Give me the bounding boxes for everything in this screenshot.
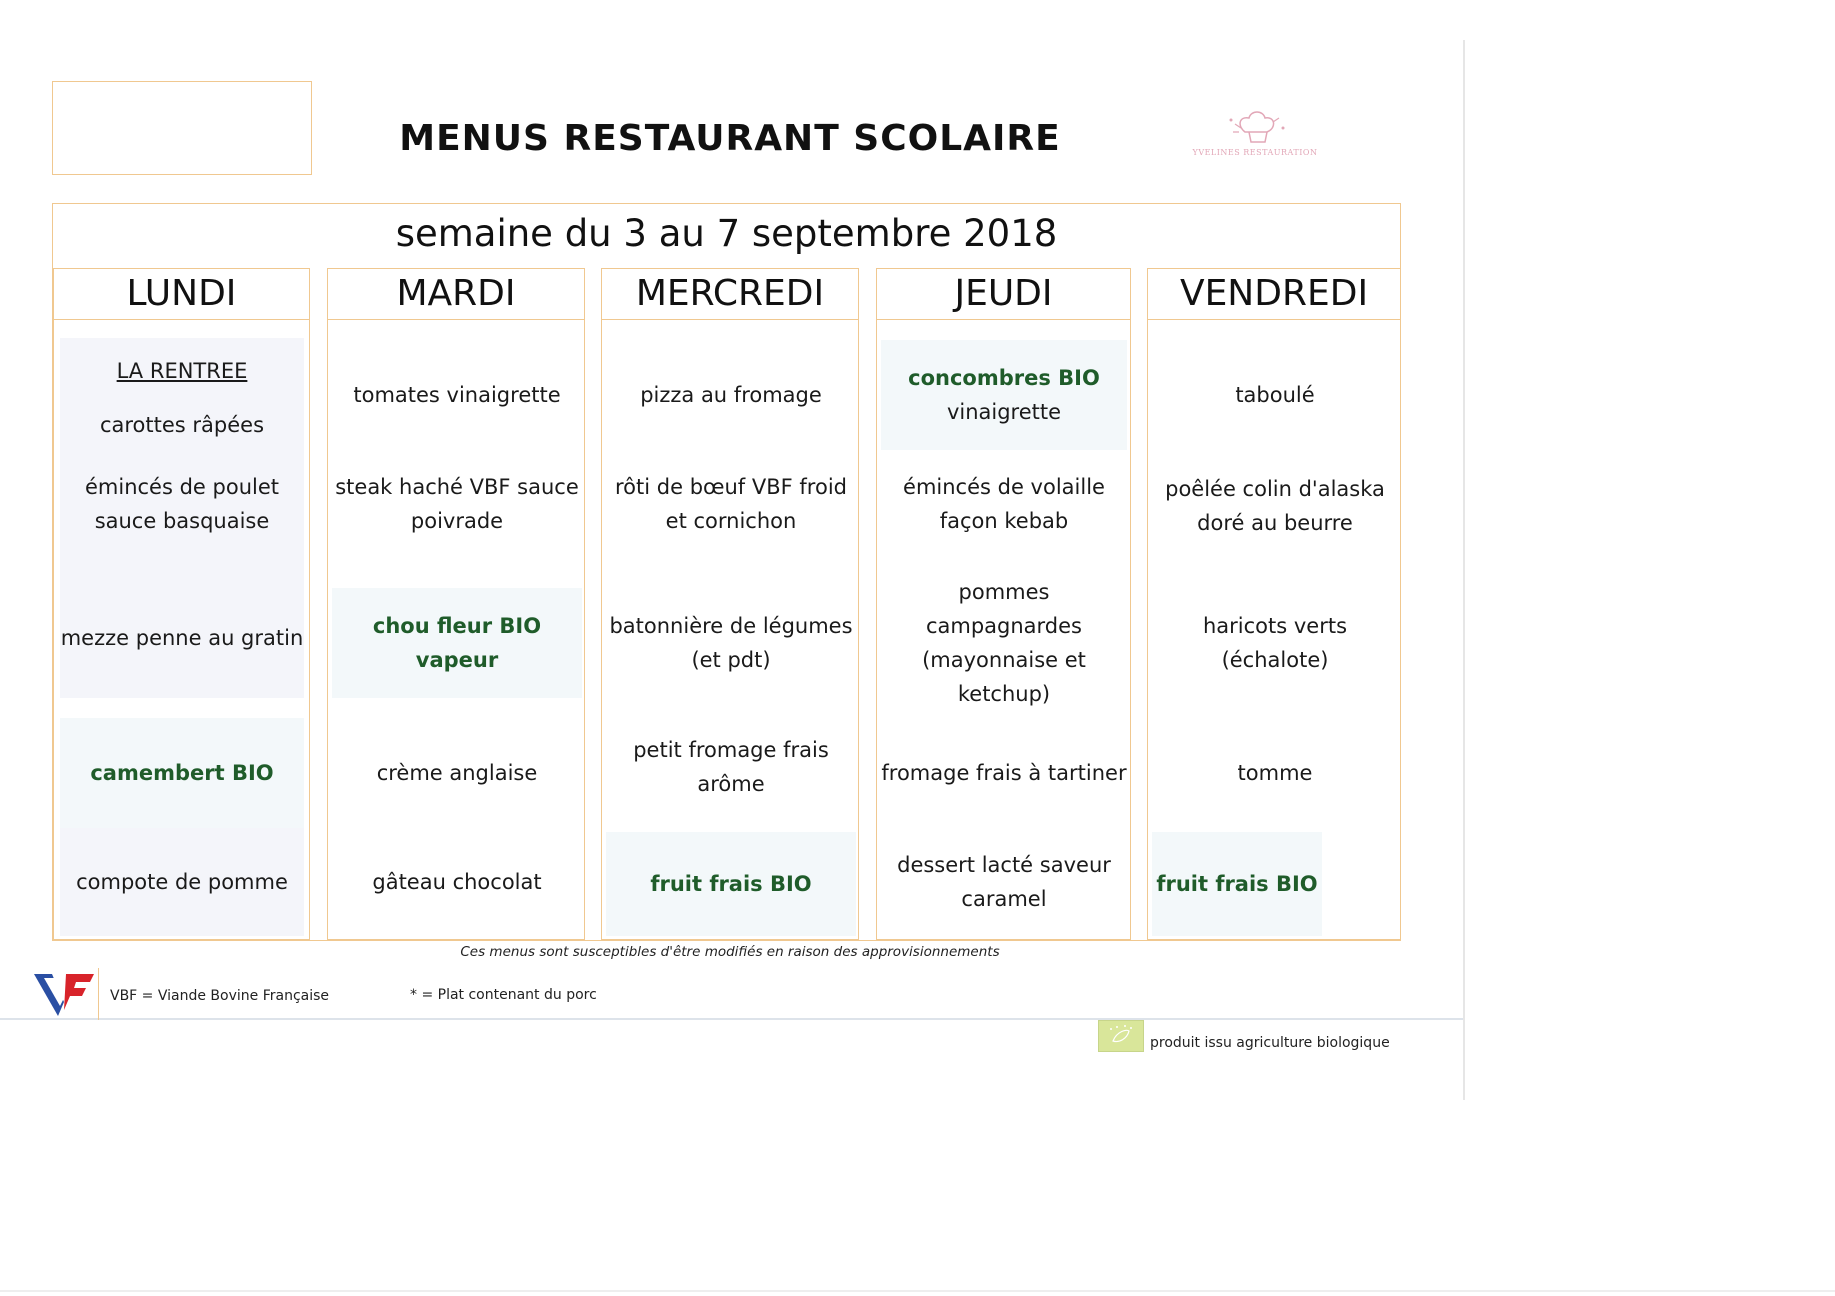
week-title: semaine du 3 au 7 septembre 2018	[395, 212, 1058, 255]
entree-text: taboulé	[1235, 383, 1315, 407]
dessert-cell	[60, 828, 304, 936]
entree-cell	[606, 340, 856, 450]
laitage-cell	[60, 718, 304, 828]
rentree-label: LA RENTREE	[116, 359, 248, 383]
day-header-vendredi: VENDREDI	[1147, 268, 1401, 320]
entree-cell	[60, 338, 304, 458]
entree-text: tomates vinaigrette	[353, 383, 561, 407]
plat-text: poêlée colin d'alaska doré au beurre	[1165, 477, 1385, 535]
entree-bio-text: concombres BIO	[908, 366, 1100, 390]
yvelines-restauration-logo	[1175, 102, 1335, 162]
plat-text: rôti de bœuf VBF froid et cornichon	[615, 475, 847, 533]
day-header-mercredi: MERCREDI	[601, 268, 859, 320]
plat-cell	[332, 458, 582, 578]
entree-cell	[1152, 340, 1398, 450]
day-column-jeudi	[876, 320, 1131, 940]
day-column-mardi	[327, 320, 585, 940]
laitage-text: camembert BIO	[90, 761, 274, 785]
dessert-text: fruit frais BIO	[1156, 872, 1318, 896]
plat-text: émincés de volaille façon kebab	[903, 475, 1105, 533]
laitage-cell	[881, 718, 1127, 828]
blank-label-box	[52, 81, 312, 175]
laitage-text: crème anglaise	[376, 761, 538, 785]
accompagnement-cell	[606, 588, 856, 698]
entree-text: vinaigrette	[946, 400, 1062, 424]
page-title: MENUS RESTAURANT SCOLAIRE	[399, 118, 1061, 159]
plat-cell	[1152, 458, 1398, 578]
laitage-cell	[606, 712, 856, 822]
day-column-vendredi	[1147, 320, 1401, 940]
accompagnement-text: chou fleur BIO vapeur	[372, 614, 542, 672]
logo-text: YVELINES RESTAURATION	[1192, 148, 1318, 157]
plat-cell	[60, 458, 304, 578]
entree-text: carottes râpées	[99, 413, 265, 437]
accompagnement-cell	[332, 588, 582, 698]
scan-edge-vertical	[1463, 40, 1465, 1100]
day-header-mardi: MARDI	[327, 268, 585, 320]
vbf-legend: VBF = Viande Bovine Française	[110, 988, 330, 1004]
vbf-logo	[30, 968, 99, 1020]
day-header-lundi: LUNDI	[53, 268, 310, 320]
menu-change-note: Ces menus sont susceptibles d'être modifiés en raison des approvisionnements	[460, 944, 1000, 960]
accompagnement-cell	[60, 578, 304, 698]
laitage-cell	[332, 718, 582, 828]
chef-hat-icon	[1175, 102, 1335, 148]
laitage-text: petit fromage frais arôme	[633, 738, 829, 796]
vbf-flag-icon	[30, 968, 96, 1020]
laitage-text: fromage frais à tartiner	[881, 761, 1127, 785]
dessert-text: gâteau chocolat	[372, 870, 542, 894]
accompagnement-cell	[1148, 588, 1402, 698]
scan-edge-horizontal	[0, 1018, 1463, 1020]
dessert-text: dessert lacté saveur caramel	[897, 853, 1111, 911]
accompagnement-cell	[881, 580, 1127, 706]
laitage-text: tomme	[1237, 761, 1313, 785]
accompagnement-text: batonnière de légumes (et pdt)	[609, 614, 853, 672]
dessert-cell	[606, 832, 856, 936]
dessert-cell	[1152, 832, 1322, 936]
dessert-cell	[881, 828, 1127, 936]
entree-cell	[332, 340, 582, 450]
dessert-cell	[332, 828, 582, 936]
scan-edge-bottom	[0, 1290, 1835, 1292]
entree-text: pizza au fromage	[640, 383, 822, 407]
accompagnement-text: pommes campagnardes (mayonnaise et ketchup)	[922, 580, 1086, 706]
eu-organic-leaf-icon	[1098, 1020, 1144, 1052]
bio-legend: produit issu agriculture biologique	[1150, 1035, 1390, 1051]
day-column-mercredi	[601, 320, 859, 940]
porc-legend: * = Plat contenant du porc	[410, 987, 597, 1003]
plat-cell	[881, 458, 1127, 578]
laitage-cell	[1152, 718, 1398, 828]
dessert-text: fruit frais BIO	[650, 872, 812, 896]
dessert-text: compote de pomme	[76, 870, 288, 894]
accompagnement-text: mezze penne au gratin	[60, 626, 304, 650]
plat-cell	[606, 458, 856, 578]
day-header-jeudi: JEUDI	[876, 268, 1131, 320]
day-column-lundi	[53, 320, 310, 940]
plat-text: émincés de poulet sauce basquaise	[84, 475, 279, 533]
plat-text: steak haché VBF sauce poivrade	[335, 475, 579, 533]
entree-cell	[881, 340, 1127, 450]
accompagnement-text: haricots verts (échalote)	[1202, 614, 1348, 672]
